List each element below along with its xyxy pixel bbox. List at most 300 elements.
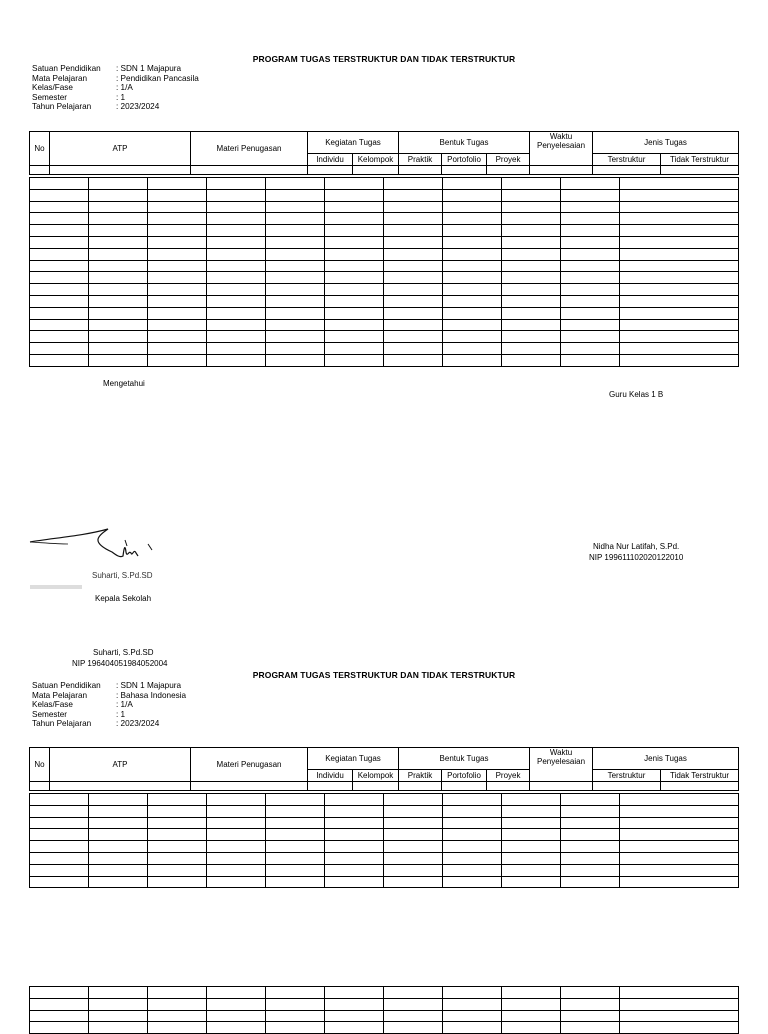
table-cell <box>384 178 443 190</box>
head-name: Suharti, S.Pd.SD <box>93 648 154 657</box>
table-cell <box>30 307 89 319</box>
table-cell <box>443 295 502 307</box>
table-cell <box>89 319 148 331</box>
table-cell <box>561 189 620 201</box>
table-cell <box>191 782 308 791</box>
table-cell <box>384 354 443 366</box>
table-cell <box>30 213 89 225</box>
table-cell <box>620 354 739 366</box>
table-cell <box>502 284 561 296</box>
table-cell <box>384 189 443 201</box>
table-cell <box>266 817 325 829</box>
table-cell <box>620 272 739 284</box>
table-cell <box>443 817 502 829</box>
table-row <box>30 213 739 225</box>
table-cell <box>502 817 561 829</box>
info-value: : SDN 1 Majapura <box>116 64 182 73</box>
table-cell <box>207 805 266 817</box>
table-cell <box>353 166 399 175</box>
table-cell <box>443 852 502 864</box>
table-cell <box>384 817 443 829</box>
table-cell <box>89 864 148 876</box>
col-waktu: Waktu Penyelesaian <box>530 748 593 782</box>
table-cell <box>89 794 148 806</box>
table-cell <box>148 829 207 841</box>
table-cell <box>502 805 561 817</box>
table-cell <box>384 260 443 272</box>
table-cell <box>325 1010 384 1022</box>
table-cell <box>443 841 502 853</box>
table-cell <box>89 260 148 272</box>
table-cell <box>561 343 620 355</box>
table-cell <box>207 998 266 1010</box>
col-waktu: Waktu Penyelesaian <box>530 132 593 166</box>
table-cell <box>502 178 561 190</box>
table-cell <box>207 794 266 806</box>
table-cell <box>502 794 561 806</box>
table-cell <box>266 295 325 307</box>
table-cell <box>502 354 561 366</box>
col-no: No <box>30 748 50 782</box>
table-cell <box>325 319 384 331</box>
table-cell <box>561 272 620 284</box>
table-cell <box>620 876 739 888</box>
info-value: : Bahasa Indonesia <box>116 690 187 700</box>
table-cell <box>148 248 207 260</box>
col-portofolio: Portofolio <box>442 154 487 166</box>
table-cell <box>502 998 561 1010</box>
table-cell <box>325 284 384 296</box>
table-cell <box>443 987 502 999</box>
table-cell <box>561 998 620 1010</box>
stamp-name: Suharti, S.Pd.SD <box>92 571 153 580</box>
table-cell <box>620 201 739 213</box>
table-cell <box>89 998 148 1010</box>
table-cell <box>384 272 443 284</box>
col-tidak-terstruktur: Tidak Terstruktur <box>661 770 739 782</box>
table-cell <box>148 295 207 307</box>
table-cell <box>561 307 620 319</box>
table-cell <box>266 805 325 817</box>
table-cell <box>266 998 325 1010</box>
table-cell <box>593 166 661 175</box>
table-row <box>30 260 739 272</box>
col-kegiatan: Kegiatan Tugas <box>308 748 399 770</box>
table-cell <box>266 248 325 260</box>
table-cell <box>443 794 502 806</box>
table-cell <box>443 260 502 272</box>
table-cell <box>30 829 89 841</box>
table-cell <box>30 225 89 237</box>
table-cell <box>561 225 620 237</box>
table-row <box>30 1010 739 1022</box>
task-table-header <box>29 131 739 175</box>
table-cell <box>443 354 502 366</box>
table-row <box>30 189 739 201</box>
table-cell <box>148 876 207 888</box>
table-cell <box>661 782 739 791</box>
info-row <box>32 691 186 701</box>
table-cell <box>30 236 89 248</box>
table-cell <box>266 260 325 272</box>
table-cell <box>30 189 89 201</box>
table-cell <box>89 248 148 260</box>
table-cell <box>620 284 739 296</box>
table-cell <box>89 307 148 319</box>
table-cell <box>384 794 443 806</box>
table-cell <box>325 841 384 853</box>
table-cell <box>89 189 148 201</box>
empty-grid <box>29 986 739 1034</box>
table-cell <box>207 248 266 260</box>
table-cell <box>620 236 739 248</box>
table-cell <box>325 876 384 888</box>
table-cell <box>148 343 207 355</box>
info-block <box>32 681 186 729</box>
table-row <box>30 805 739 817</box>
table-cell <box>30 295 89 307</box>
table-row <box>30 236 739 248</box>
table-cell <box>325 794 384 806</box>
info-row <box>32 74 199 84</box>
table-cell <box>89 841 148 853</box>
table-cell <box>384 987 443 999</box>
info-label: Kelas/Fase <box>32 700 73 710</box>
table-cell <box>384 213 443 225</box>
table-cell <box>561 829 620 841</box>
info-value: : 1/A <box>116 700 133 710</box>
table-row <box>30 225 739 237</box>
table-cell <box>442 782 487 791</box>
table-cell <box>266 319 325 331</box>
table-cell <box>30 319 89 331</box>
table-cell <box>89 354 148 366</box>
table-row <box>30 998 739 1010</box>
table-cell <box>620 189 739 201</box>
teacher-nip: NIP 199611102020122010 <box>589 553 684 562</box>
col-atp: ATP <box>50 748 191 782</box>
table-cell <box>325 805 384 817</box>
table-cell <box>443 998 502 1010</box>
table-cell <box>207 178 266 190</box>
col-individu: Individu <box>308 154 353 166</box>
table-cell <box>148 260 207 272</box>
table-cell <box>620 225 739 237</box>
info-label: Tahun Pelajaran <box>32 719 92 729</box>
table-cell <box>207 225 266 237</box>
table-cell <box>325 201 384 213</box>
table-cell <box>148 213 207 225</box>
table-cell <box>266 876 325 888</box>
table-cell <box>442 166 487 175</box>
table-cell <box>30 272 89 284</box>
table-cell <box>266 201 325 213</box>
table-cell <box>325 260 384 272</box>
table-cell <box>561 213 620 225</box>
table-cell <box>325 236 384 248</box>
table-cell <box>620 178 739 190</box>
mengetahui-label: Mengetahui <box>103 379 145 388</box>
table-row <box>30 319 739 331</box>
table-cell <box>89 201 148 213</box>
table-cell <box>148 817 207 829</box>
table-cell <box>502 248 561 260</box>
table-cell <box>30 805 89 817</box>
col-praktik: Praktik <box>399 154 442 166</box>
table-cell <box>89 272 148 284</box>
table-cell <box>266 272 325 284</box>
table-row <box>30 987 739 999</box>
table-cell <box>620 829 739 841</box>
table-cell <box>30 178 89 190</box>
col-kegiatan: Kegiatan Tugas <box>308 132 399 154</box>
table-cell <box>620 864 739 876</box>
table-cell <box>443 864 502 876</box>
table-cell <box>207 876 266 888</box>
table-cell <box>561 876 620 888</box>
table-cell <box>207 829 266 841</box>
table-cell <box>384 1010 443 1022</box>
info-value: : Pendidikan Pancasila <box>116 73 199 83</box>
table-cell <box>325 354 384 366</box>
table-cell <box>561 260 620 272</box>
table-cell <box>443 829 502 841</box>
info-label: Mata Pelajaran <box>32 73 88 83</box>
info-row <box>32 83 199 93</box>
table-row <box>30 295 739 307</box>
info-value: : 1 <box>116 709 126 719</box>
table-cell <box>384 805 443 817</box>
table-cell <box>443 248 502 260</box>
table-cell <box>443 178 502 190</box>
col-proyek: Proyek <box>487 154 530 166</box>
col-jenis: Jenis Tugas <box>593 748 739 770</box>
info-label: Semester <box>32 92 68 102</box>
table-cell <box>620 307 739 319</box>
table-cell <box>50 782 191 791</box>
info-label: Kelas/Fase <box>32 83 73 93</box>
table-cell <box>266 864 325 876</box>
table-cell <box>384 236 443 248</box>
table-cell <box>266 1010 325 1022</box>
table-cell <box>502 331 561 343</box>
table-cell <box>207 236 266 248</box>
table-cell <box>207 343 266 355</box>
table-cell <box>89 852 148 864</box>
table-cell <box>148 319 207 331</box>
table-cell <box>502 852 561 864</box>
table-cell <box>266 284 325 296</box>
table-cell <box>30 852 89 864</box>
table-cell <box>30 284 89 296</box>
table-cell <box>502 272 561 284</box>
table-cell <box>325 817 384 829</box>
table-cell <box>207 987 266 999</box>
table-cell <box>266 343 325 355</box>
table-cell <box>561 841 620 853</box>
table-cell <box>620 841 739 853</box>
table-cell <box>561 201 620 213</box>
table-cell <box>384 295 443 307</box>
table-cell <box>89 343 148 355</box>
table-cell <box>443 319 502 331</box>
table-row <box>30 354 739 366</box>
table-cell <box>89 331 148 343</box>
table-cell <box>384 876 443 888</box>
table-cell <box>325 998 384 1010</box>
table-cell <box>443 284 502 296</box>
table-cell <box>443 343 502 355</box>
table-cell <box>502 829 561 841</box>
table-cell <box>620 248 739 260</box>
table-cell <box>443 189 502 201</box>
table-cell <box>353 782 399 791</box>
table-cell <box>561 178 620 190</box>
table-cell <box>561 1010 620 1022</box>
table-cell <box>30 331 89 343</box>
info-row <box>32 93 199 103</box>
table-cell <box>399 166 442 175</box>
table-cell <box>502 307 561 319</box>
table-cell <box>266 189 325 201</box>
table-cell <box>561 248 620 260</box>
table-cell <box>148 987 207 999</box>
table-cell <box>502 213 561 225</box>
table-cell <box>443 272 502 284</box>
table-cell <box>561 236 620 248</box>
table-cell <box>266 236 325 248</box>
table-cell <box>620 817 739 829</box>
info-row <box>32 102 199 112</box>
table-cell <box>50 166 191 175</box>
empty-grid <box>29 793 739 888</box>
table-cell <box>443 876 502 888</box>
table-cell <box>593 782 661 791</box>
watermark-mark <box>30 585 82 589</box>
table-cell <box>487 166 530 175</box>
table-cell <box>30 794 89 806</box>
table-row <box>30 248 739 260</box>
page-title: PROGRAM TUGAS TERSTRUKTUR DAN TIDAK TERSTRUKTUR <box>252 670 516 680</box>
table-cell <box>89 225 148 237</box>
table-cell <box>325 864 384 876</box>
table-cell <box>384 998 443 1010</box>
table-cell <box>502 841 561 853</box>
table-cell <box>502 864 561 876</box>
info-row <box>32 710 186 720</box>
head-nip: NIP 196404051984052004 <box>72 659 168 668</box>
table-cell <box>620 794 739 806</box>
table-cell <box>148 272 207 284</box>
table-cell <box>89 817 148 829</box>
table-cell <box>620 998 739 1010</box>
col-materi: Materi Penugasan <box>191 748 308 782</box>
table-cell <box>325 178 384 190</box>
table-cell <box>266 829 325 841</box>
table-cell <box>502 1010 561 1022</box>
table-cell <box>89 805 148 817</box>
table-cell <box>266 354 325 366</box>
table-cell <box>384 248 443 260</box>
table-row <box>30 864 739 876</box>
table-cell <box>207 189 266 201</box>
table-row <box>30 343 739 355</box>
table-cell <box>148 225 207 237</box>
table-cell <box>502 201 561 213</box>
table-cell <box>308 166 353 175</box>
table-row <box>30 852 739 864</box>
teacher-name: Nidha Nur Latifah, S.Pd. <box>593 542 680 551</box>
col-no: No <box>30 132 50 166</box>
table-cell <box>325 307 384 319</box>
table-cell <box>399 782 442 791</box>
table-cell <box>148 998 207 1010</box>
table-cell <box>384 225 443 237</box>
info-label: Tahun Pelajaran <box>32 102 92 112</box>
table-cell <box>325 189 384 201</box>
table-cell <box>502 236 561 248</box>
table-cell <box>266 841 325 853</box>
table-cell <box>620 319 739 331</box>
table-cell <box>266 331 325 343</box>
table-cell <box>30 782 50 791</box>
table-cell <box>207 864 266 876</box>
table-cell <box>148 236 207 248</box>
table-cell <box>502 260 561 272</box>
table-cell <box>89 876 148 888</box>
info-row <box>32 700 186 710</box>
table-cell <box>148 189 207 201</box>
table-cell <box>487 782 530 791</box>
table-cell <box>207 319 266 331</box>
table-cell <box>325 331 384 343</box>
table-cell <box>89 295 148 307</box>
table-cell <box>620 260 739 272</box>
col-bentuk: Bentuk Tugas <box>399 748 530 770</box>
info-label: Satuan Pendidikan <box>32 681 101 690</box>
info-label: Semester <box>32 709 68 719</box>
table-cell <box>308 782 353 791</box>
task-table-header <box>29 747 739 791</box>
empty-grid <box>29 177 739 367</box>
table-cell <box>148 1010 207 1022</box>
table-cell <box>89 178 148 190</box>
table-cell <box>620 852 739 864</box>
col-portofolio: Portofolio <box>442 770 487 782</box>
table-row <box>30 794 739 806</box>
table-cell <box>30 987 89 999</box>
table-cell <box>620 331 739 343</box>
table-cell <box>207 201 266 213</box>
table-cell <box>148 331 207 343</box>
col-bentuk: Bentuk Tugas <box>399 132 530 154</box>
info-value: : 2023/2024 <box>116 102 160 112</box>
table-cell <box>561 284 620 296</box>
table-cell <box>30 876 89 888</box>
table-cell <box>325 343 384 355</box>
table-cell <box>148 852 207 864</box>
table-row <box>30 331 739 343</box>
table-cell <box>561 852 620 864</box>
table-cell <box>325 213 384 225</box>
table-cell <box>502 343 561 355</box>
col-kelompok: Kelompok <box>353 154 399 166</box>
table-cell <box>561 805 620 817</box>
table-cell <box>502 987 561 999</box>
table-cell <box>148 864 207 876</box>
table-cell <box>325 248 384 260</box>
table-cell <box>620 987 739 999</box>
